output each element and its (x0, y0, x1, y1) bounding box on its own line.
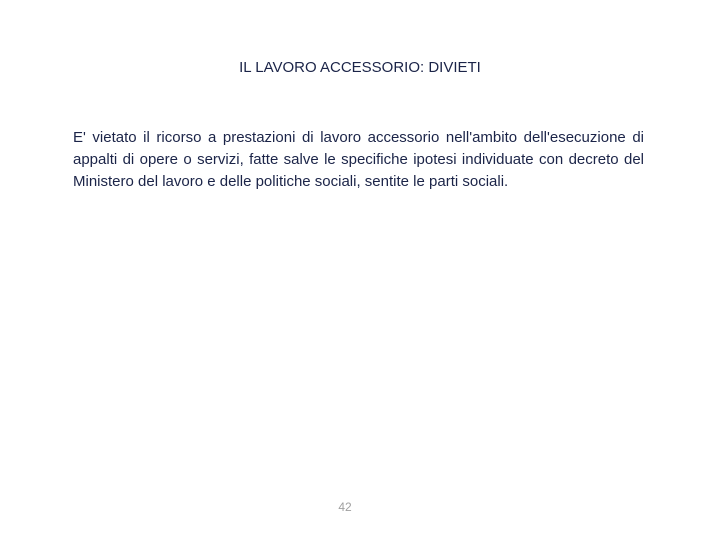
page-number: 42 (338, 500, 352, 514)
slide-title: IL LAVORO ACCESSORIO: DIVIETI (239, 59, 481, 76)
slide-body-text: E' vietato il ricorso a prestazioni di lavoro accessorio nell'ambito dell'esecuzione di appalti di opere o servizi, fatte salve le specifiche ipotesi individuate con decreto del Ministero del lavoro e delle politiche sociali, sentite le parti sociali. (73, 129, 644, 190)
